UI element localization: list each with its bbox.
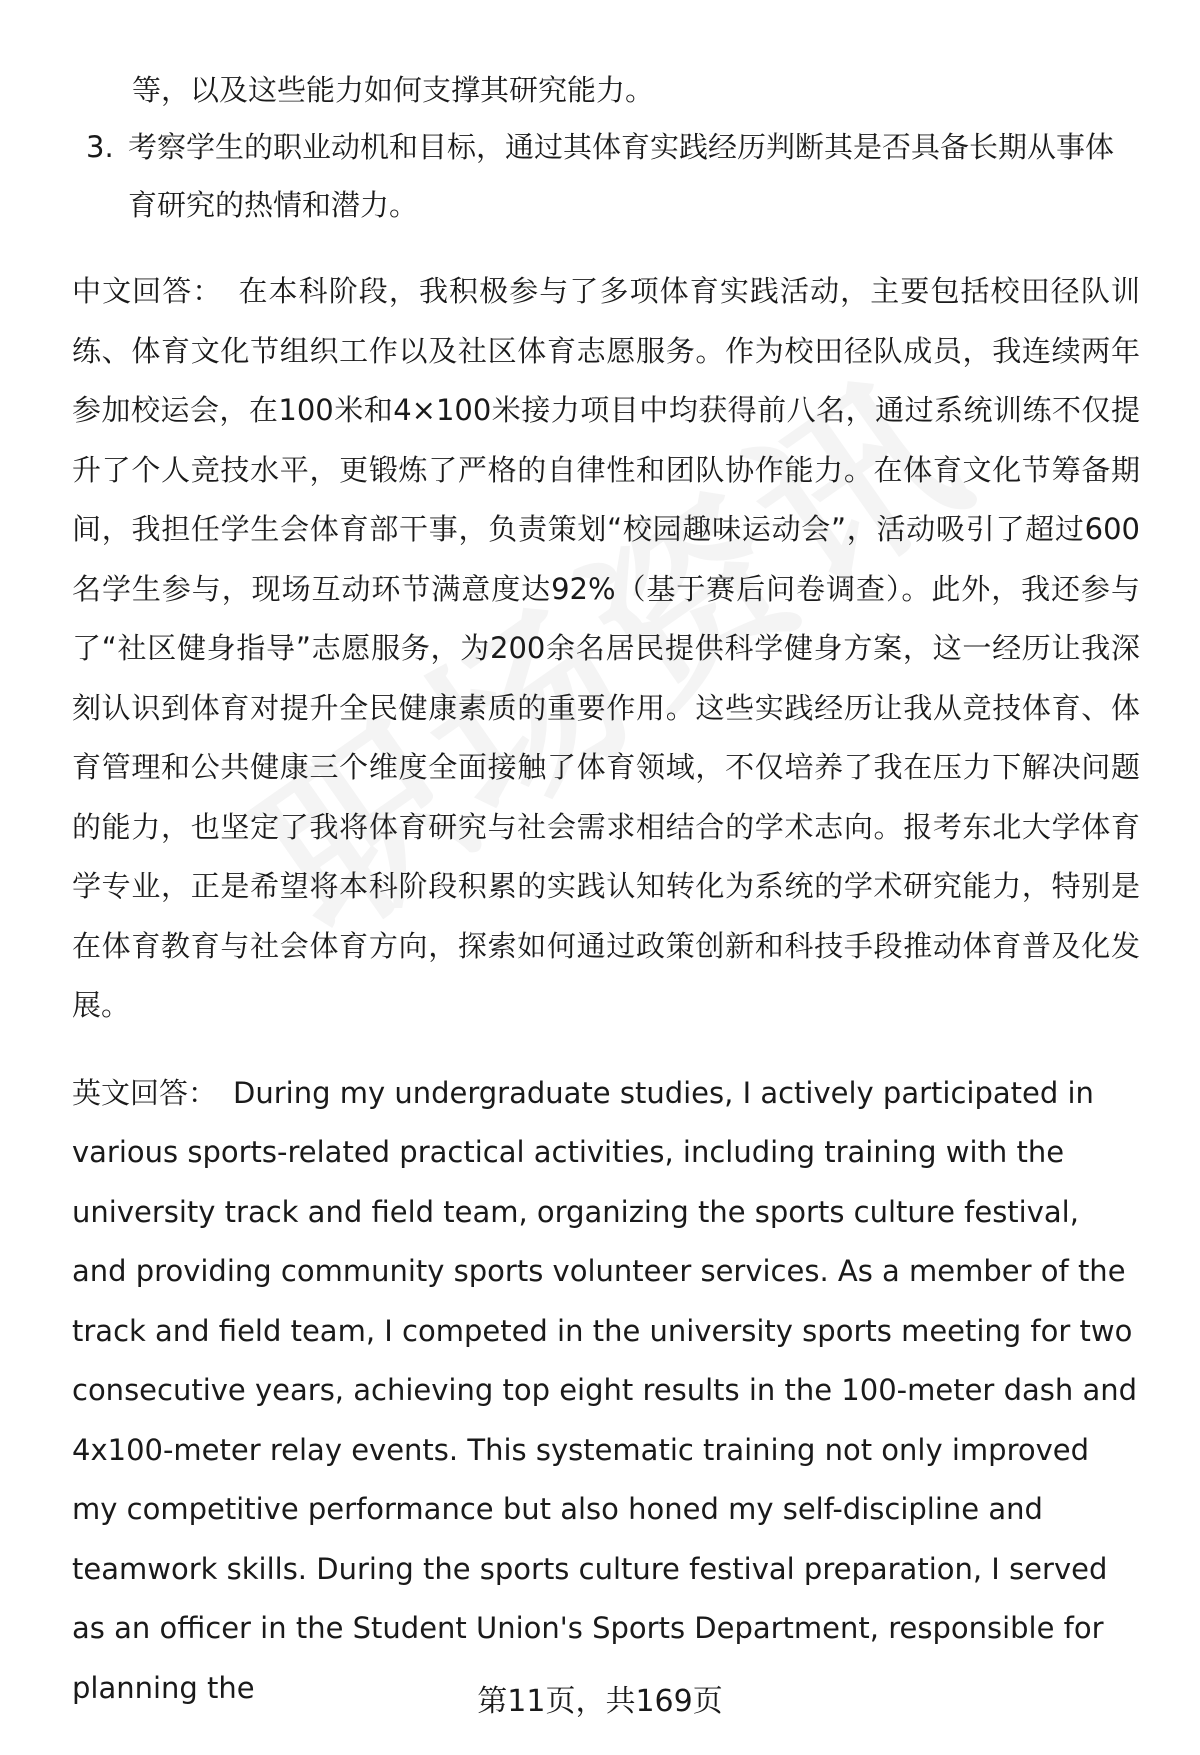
continuation-line: 等，以及这些能力如何支撑其研究能力。	[132, 73, 655, 107]
chinese-answer-text: 在本科阶段，我积极参与了多项体育实践活动，主要包括校田径队训练、体育文化节组织工作以及社区体育志愿服务。作为校田径队成员，我连续两年参加校运会，在100米和4×100米接力项目中均获得前八名，通过系统训练不仅提升了个人竞技水平，更锻炼了严格的自律性和团队协作能力。在体育文化节筹备期间，我担任学生会体育部干事，负责策划“校园趣味运动会”，活动吸引了超过600名学生参与，现场互动环节满意度达92%（基于赛后问卷调查）。此外，我还参与了“社区健身指导”志愿服务，为200余名居民提供科学健身方案，这一经历让我深刻认识到体育对提升全民健康素质的重要作用。这些实践经历让我从竞技体育、体育管理和公共健康三个维度全面接触了体育领域，不仅培养了我在压力下解决问题的能力，也坚定了我将体育研究与社会需求相结合的学术志向。报考东北大学体育学专业，正是希望将本科阶段积累的实践认知转化为系统的学术研究能力，特别是在体育教育与社会体育方向，探索如何通过政策创新和科技手段推动体育普及化发展。	[72, 274, 1140, 1022]
criteria-list	[72, 118, 1140, 234]
list-item-number: 3.	[86, 130, 114, 164]
list-item-text: 考察学生的职业动机和目标，通过其体育实践经历判断其是否具备长期从事体育研究的热情和潜力。	[128, 130, 1115, 222]
chinese-answer-paragraph	[72, 262, 1140, 1036]
english-answer-label: 英文回答：	[72, 1075, 218, 1110]
list-item	[72, 118, 1140, 234]
english-answer-text: During my undergraduate studies, I actively participated in various sports-related practical activities, including training with the university track and field team, organizing the sports culture festival, and providing community sports volunteer services. As a member of the track and field team, I competed in the university sports meeting for two consecutive years, achieving top eight results in the 100-meter dash and 4x100-meter relay events. This systematic training not only improved my competitive performance but also honed my self-discipline and teamwork skills. During the sports culture festival preparation, I served as an officer in the Student Union's Sports Department, responsible for planning the	[72, 1075, 1138, 1705]
page-number-label: 第11页，共169页	[477, 1684, 723, 1719]
chinese-answer-label: 中文回答：	[72, 274, 223, 308]
document-page	[72, 62, 1140, 1718]
english-answer-paragraph	[72, 1064, 1140, 1719]
page-footer	[0, 1676, 1200, 1720]
